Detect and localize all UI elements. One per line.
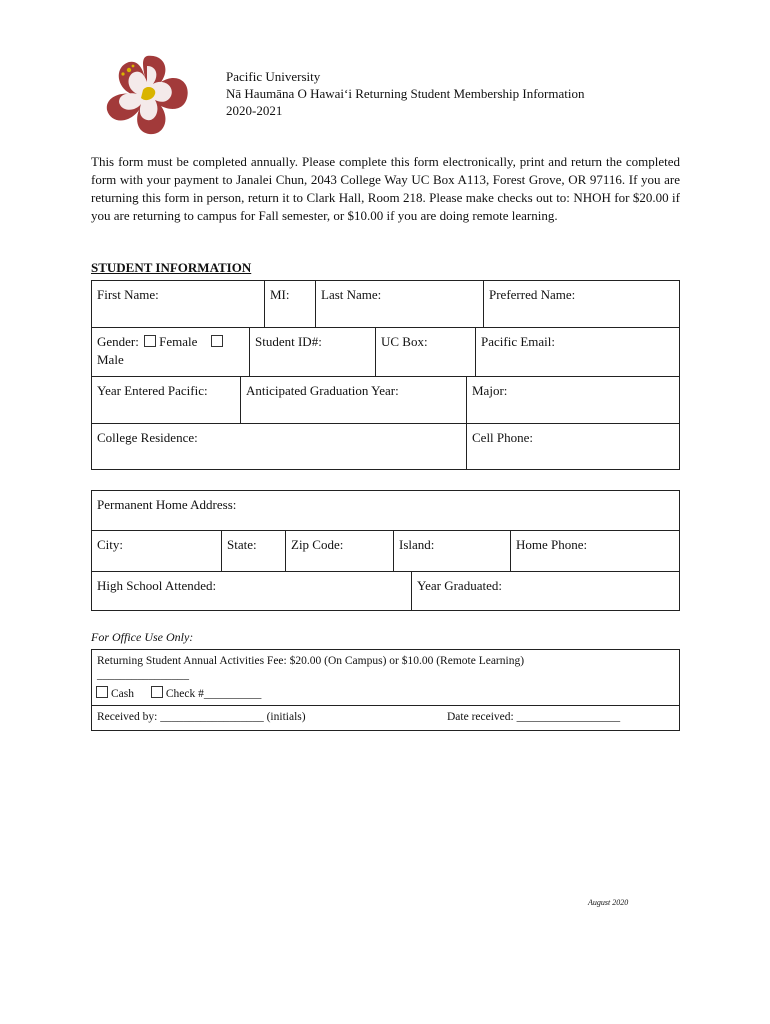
home-phone-field[interactable] (510, 530, 587, 554)
student-id-label: Student ID#: (255, 334, 322, 349)
form-title: Nā Haumāna O Hawaiʻi Returning Student Membership Information (226, 86, 585, 101)
anticipated-grad-field[interactable] (240, 376, 399, 400)
first-name-field[interactable] (91, 280, 159, 304)
preferred-name-label: Preferred Name: (489, 287, 576, 302)
state-field[interactable] (221, 530, 257, 554)
uc-box-label: UC Box: (381, 334, 428, 349)
cell-phone-field[interactable] (466, 423, 533, 447)
major-label: Major: (472, 383, 508, 398)
year-graduated-field[interactable] (411, 571, 502, 595)
payment-method-row (96, 686, 261, 700)
home-address-label: Permanent Home Address: (97, 497, 237, 512)
home-phone-label: Home Phone: (516, 537, 588, 552)
male-label: Male (97, 352, 124, 367)
gender-field (91, 327, 249, 369)
footer-date: August 2020 (588, 898, 629, 907)
mi-label: MI: (270, 287, 290, 302)
high-school-label: High School Attended: (97, 578, 217, 593)
academic-year: 2020-2021 (226, 103, 283, 118)
city-field[interactable] (91, 530, 123, 554)
female-label: Female (159, 334, 198, 349)
gender-label: Gender: (97, 334, 139, 349)
received-by-line: Received by: __________________ (initials) (97, 711, 306, 723)
island-label: Island: (399, 537, 435, 552)
mi-field[interactable] (264, 280, 290, 304)
university-name: Pacific University (226, 69, 321, 84)
last-name-label: Last Name: (321, 287, 382, 302)
student-id-field[interactable] (249, 327, 322, 351)
state-label: State: (227, 537, 257, 552)
first-name-label: First Name: (97, 287, 159, 302)
city-label: City: (97, 537, 124, 552)
pacific-email-label: Pacific Email: (481, 334, 556, 349)
intro-paragraph: This form must be completed annually. Please complete this form electronically, print and return the completed form with your payment to Janalei Chun, 2043 College Way UC Box A113, Forest Grove, OR 97116. If you are returning this form in person, return it to Clark Hall, Room 218. Please make checks out to: NHOH for $20.00 if you are returning to campus for Fall semester, or $10.00 if you are doing remote learning. (91, 154, 680, 223)
last-name-field[interactable] (315, 280, 381, 304)
cell-phone-label: Cell Phone: (472, 430, 534, 445)
zip-field[interactable] (285, 530, 343, 554)
pacific-email-field[interactable] (475, 327, 555, 351)
check-label: Check #__________ (165, 688, 262, 700)
year-entered-label: Year Entered Pacific: (97, 383, 208, 398)
zip-label: Zip Code: (291, 537, 344, 552)
island-field[interactable] (393, 530, 434, 554)
section-title-student-info: STUDENT INFORMATION (91, 260, 252, 275)
fee-blank-line: ________________ (97, 669, 189, 681)
preferred-name-field[interactable] (483, 280, 575, 304)
female-checkbox[interactable] (144, 335, 156, 347)
check-checkbox[interactable] (151, 686, 163, 698)
high-school-field[interactable] (91, 571, 216, 595)
office-use-title: For Office Use Only: (91, 630, 194, 644)
home-address-field[interactable] (91, 490, 236, 514)
cash-checkbox[interactable] (96, 686, 108, 698)
activities-fee-line: Returning Student Annual Activities Fee: $20.00 (On Campus) or $10.00 (Remote Learning) (97, 655, 525, 667)
uc-box-field[interactable] (375, 327, 428, 351)
male-checkbox[interactable] (211, 335, 223, 347)
major-field[interactable] (466, 376, 507, 400)
hibiscus-logo-icon (100, 52, 192, 138)
college-residence-label: College Residence: (97, 430, 198, 445)
date-received-line: Date received: __________________ (447, 711, 621, 723)
anticipated-grad-label: Anticipated Graduation Year: (246, 383, 399, 398)
year-graduated-label: Year Graduated: (417, 578, 502, 593)
year-entered-field[interactable] (91, 376, 208, 400)
cash-label: Cash (111, 688, 134, 700)
college-residence-field[interactable] (91, 423, 198, 447)
